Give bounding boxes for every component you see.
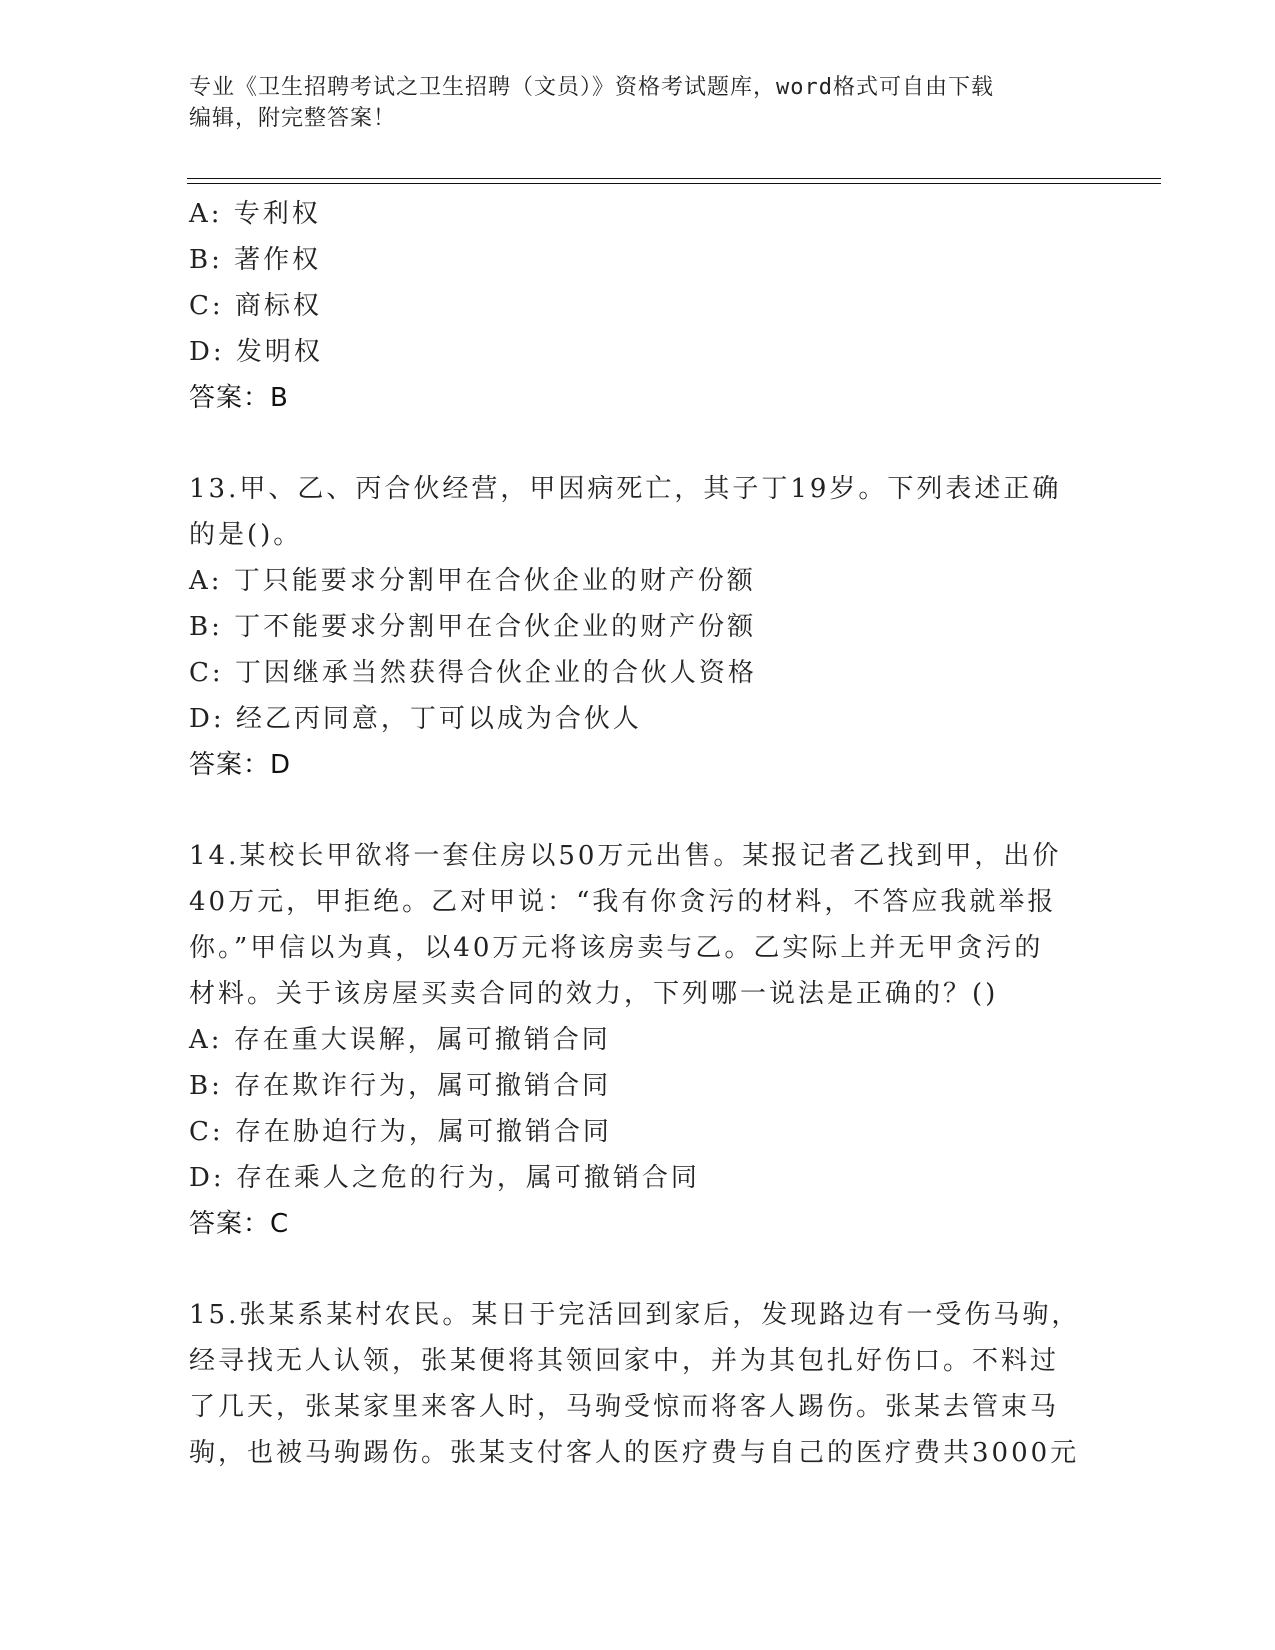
question-stem-line: 了几天，张某家里来客人时，马驹受惊而将客人踢伤。张某去管束马 bbox=[189, 1392, 1060, 1422]
option-a: A: 专利权 bbox=[189, 199, 321, 229]
header-line-2: 编辑，附完整答案！ bbox=[189, 106, 397, 131]
spacer bbox=[189, 1247, 1089, 1292]
question-13 bbox=[189, 466, 1089, 788]
question-15 bbox=[189, 1292, 1089, 1476]
question-14 bbox=[189, 833, 1089, 1247]
spacer bbox=[189, 421, 1089, 466]
option-b: B: 存在欺诈行为，属可撤销合同 bbox=[189, 1071, 612, 1101]
option-c: C: 商标权 bbox=[189, 291, 322, 321]
question-stem-line: 你。”甲信以为真，以40万元将该房卖与乙。乙实际上并无甲贪污的 bbox=[189, 933, 1044, 963]
option-d: D: 发明权 bbox=[189, 337, 323, 367]
question-content bbox=[189, 191, 1089, 1476]
question-stem-line: 经寻找无人认领，张某便将其领回家中，并为其包扎好伤口。不料过 bbox=[189, 1346, 1060, 1376]
option-a: A: 丁只能要求分割甲在合伙企业的财产份额 bbox=[189, 566, 756, 596]
option-b: B: 丁不能要求分割甲在合伙企业的财产份额 bbox=[189, 612, 757, 642]
header-divider-top bbox=[187, 178, 1161, 179]
question-stem-line: 40万元，甲拒绝。乙对甲说：“我有你贪污的材料，不答应我就举报 bbox=[189, 887, 1057, 917]
option-d: D: 经乙丙同意，丁可以成为合伙人 bbox=[189, 704, 642, 734]
answer: 答案：C bbox=[189, 1209, 290, 1239]
option-c: C: 存在胁迫行为，属可撤销合同 bbox=[189, 1117, 612, 1147]
answer: 答案：B bbox=[189, 383, 289, 413]
document-header bbox=[189, 72, 1069, 134]
question-stem-line: 15.张某系某村农民。某日于完活回到家后，发现路边有一受伤马驹， bbox=[189, 1300, 1081, 1330]
option-b: B: 著作权 bbox=[189, 245, 322, 275]
option-a: A: 存在重大误解，属可撤销合同 bbox=[189, 1025, 611, 1055]
spacer bbox=[189, 788, 1089, 833]
question-12 bbox=[189, 191, 1089, 421]
question-stem-line: 的是()。 bbox=[189, 520, 303, 550]
option-c: C: 丁因继承当然获得合伙企业的合伙人资格 bbox=[189, 658, 757, 688]
question-stem-line: 驹，也被马驹踢伤。张某支付客人的医疗费与自己的医疗费共3000元 bbox=[189, 1438, 1080, 1468]
option-d: D: 存在乘人之危的行为，属可撤销合同 bbox=[189, 1163, 700, 1193]
header-line-1: 专业《卫生招聘考试之卫生招聘（文员）》资格考试题库，word格式可自由下载 bbox=[189, 75, 994, 100]
answer: 答案：D bbox=[189, 750, 292, 780]
header-divider-bottom bbox=[187, 183, 1161, 184]
question-stem-line: 14.某校长甲欲将一套住房以50万元出售。某报记者乙找到甲，出价 bbox=[189, 841, 1062, 871]
question-stem-line: 13.甲、乙、丙合伙经营，甲因病死亡，其子丁19岁。下列表述正确 bbox=[189, 474, 1062, 504]
question-stem-line: 材料。关于该房屋买卖合同的效力，下列哪一说法是正确的？() bbox=[189, 979, 999, 1009]
